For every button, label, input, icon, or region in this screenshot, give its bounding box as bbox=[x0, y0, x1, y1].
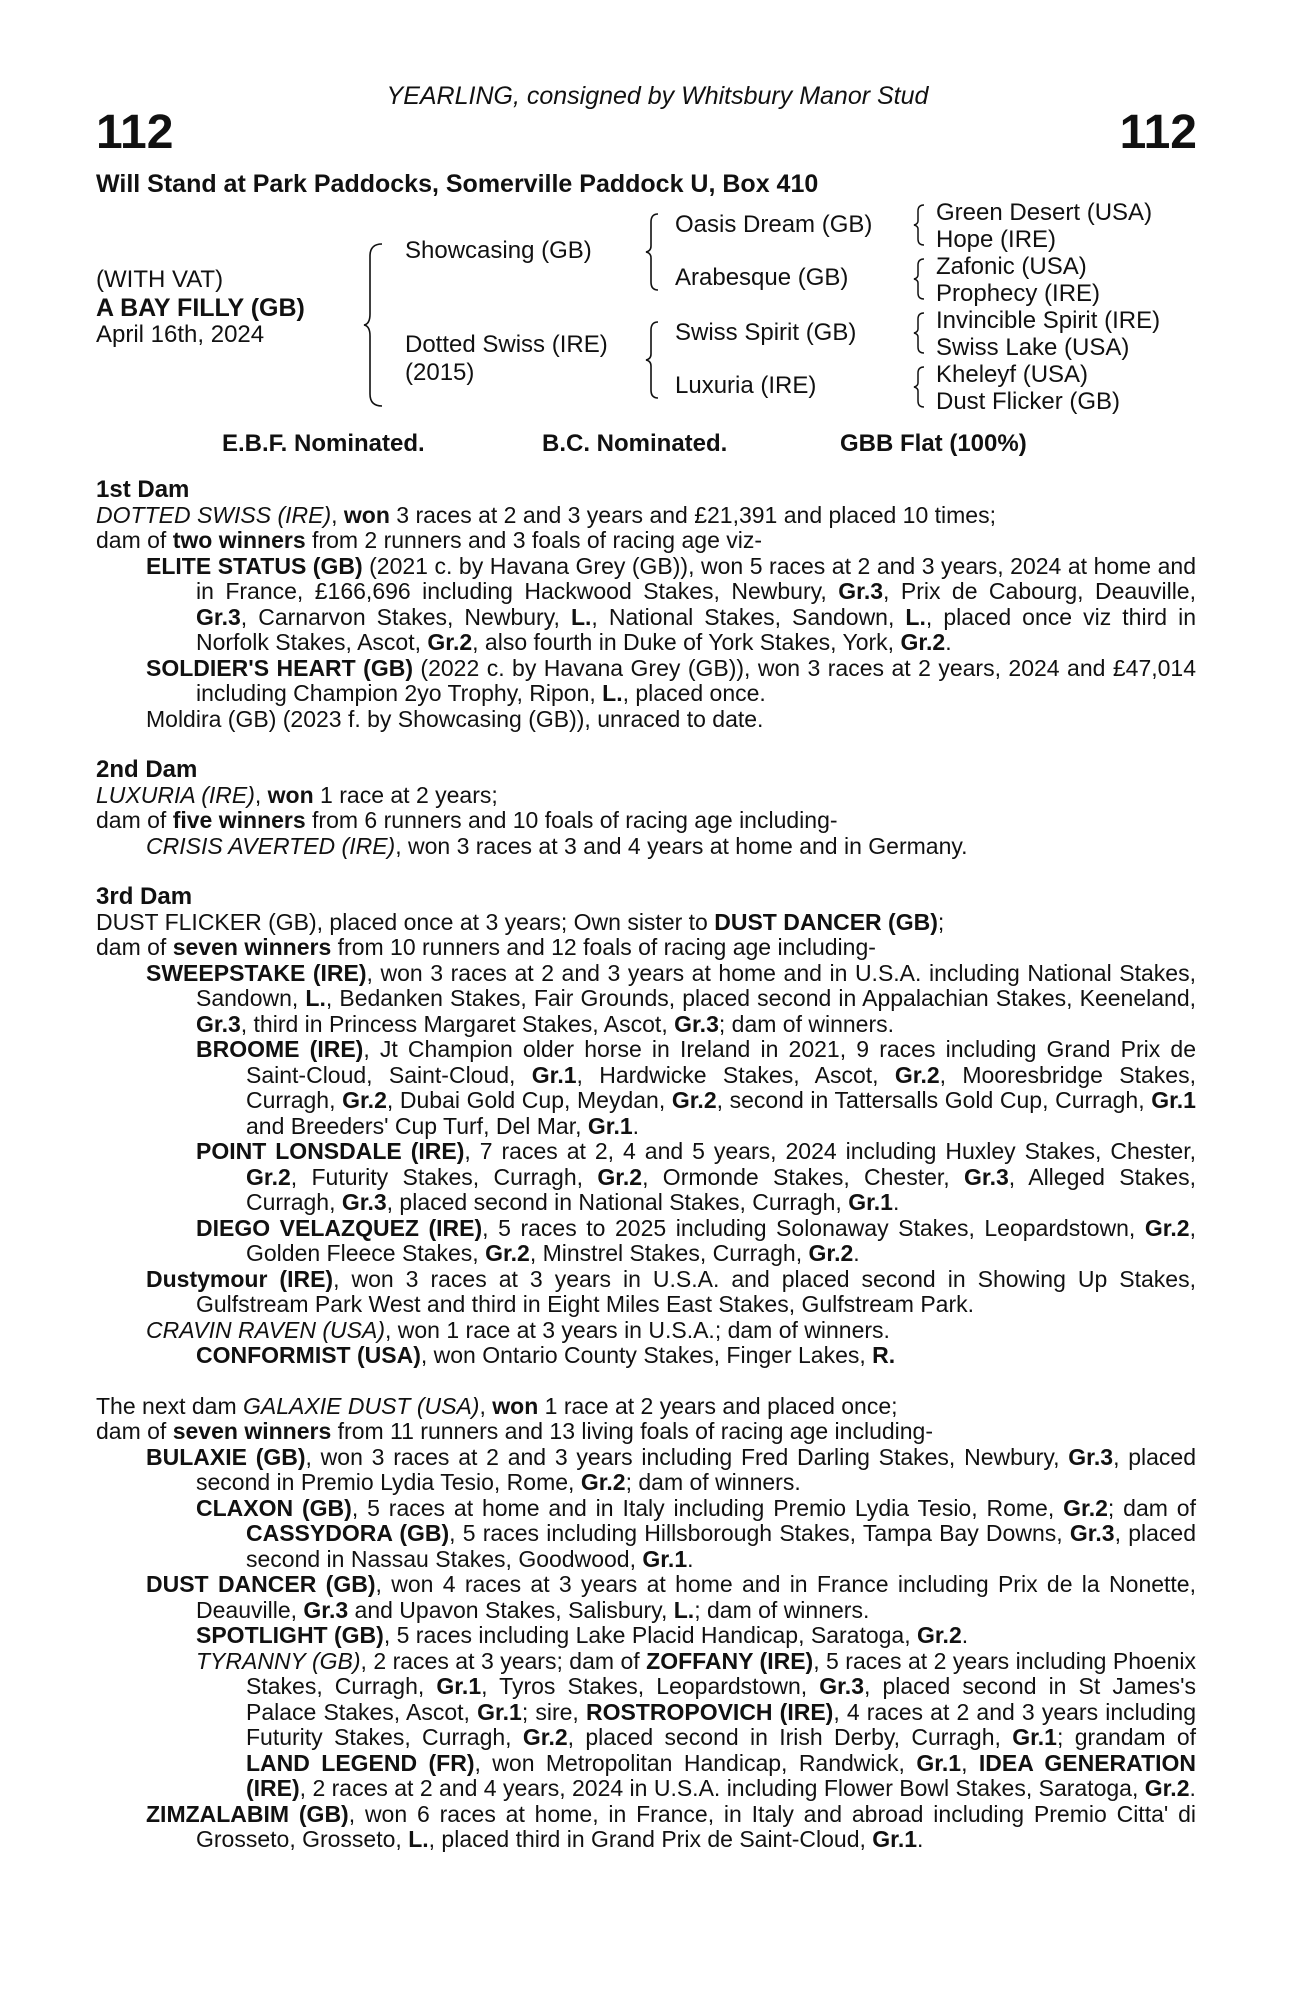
bc-nomination: B.C. Nominated. bbox=[542, 430, 728, 457]
sire-parents-brace bbox=[644, 210, 662, 294]
vat-label: (WITH VAT) bbox=[96, 266, 224, 293]
dam-line-1: Dotted Swiss (IRE) bbox=[405, 331, 608, 358]
produce-dustymour: Dustymour (IRE), won 3 races at 3 years in U.S.A. and placed second in Showing Up Stakes, Gulfstream Park West and third in Eight Miles East Stakes, Gulfstream Park. bbox=[146, 1265, 1196, 1317]
lot-number-right: 112 bbox=[1119, 106, 1197, 159]
sire-dam-brace bbox=[362, 240, 386, 410]
produce-spotlight: SPOTLIGHT (GB), 5 races including Lake Placid Handicap, Saratoga, Gr.2. bbox=[196, 1622, 969, 1648]
brace-g4 bbox=[912, 364, 928, 410]
fourth-dam-produce-summary: dam of seven winners from 11 runners and 13 living foals of racing age including- bbox=[96, 1418, 934, 1444]
consignor-heading: YEARLING, consigned by Whitsbury Manor Stud bbox=[386, 82, 929, 110]
third-dam-produce-summary: dam of seven winners from 10 runners and 12 foals of racing age including- bbox=[96, 934, 876, 960]
produce-elite-status: ELITE STATUS (GB) (2021 c. by Havana Grey (GB)), won 5 races at 2 and 3 years, 2024 at home and in France, £166,696 including Hackwood Stakes, Newbury, Gr.3, Prix de Cabourg, Deauville, Gr.3, Carnarvon Stakes, Newbury, L., National Stakes, Sandown, L., placed once viz third in Norfolk Stakes, Ascot, Gr.2, also fourth in Duke of York Stakes, York, Gr.2. bbox=[146, 552, 1197, 655]
sire-sire: Oasis Dream (GB) bbox=[675, 211, 873, 238]
horse-name: A BAY FILLY (GB) bbox=[96, 294, 305, 322]
dam-dam: Luxuria (IRE) bbox=[675, 372, 817, 399]
first-dam-heading: 1st Dam bbox=[96, 476, 190, 503]
ancestor-ddd: Dust Flicker (GB) bbox=[936, 388, 1121, 415]
produce-sweepstake: SWEEPSTAKE (IRE), won 3 races at 2 and 3 years at home and in U.S.A. including National Stakes, Sandown, L., Bedanken Stakes, Fair Grounds, placed second in Appalachian Stakes, Keeneland, Gr.3, third in Princess Margaret Stakes, Ascot, Gr.3; dam of winners. bbox=[146, 959, 1196, 1037]
third-dam-record: DUST FLICKER (GB), placed once at 3 years; Own sister to DUST DANCER (GB); bbox=[96, 908, 945, 935]
sire-dam: Arabesque (GB) bbox=[675, 264, 849, 291]
produce-zimzalabim: ZIMZALABIM (GB), won 6 races at home, in France, in Italy and abroad including Premio Citta' di Grosseto, Grosseto, L., placed third in Grand Prix de Saint-Cloud, Gr.1. bbox=[146, 1800, 1196, 1852]
produce-bulaxie: BULAXIE (GB), won 3 races at 2 and 3 years including Fred Darling Stakes, Newbury, Gr.3, placed second in Premio Lydia Tesio, Rome, Gr.2; dam of winners. bbox=[146, 1443, 1196, 1495]
second-dam-produce-summary: dam of five winners from 6 runners and 10 foals of racing age including- bbox=[96, 807, 838, 833]
horse-dob: April 16th, 2024 bbox=[96, 321, 265, 348]
first-dam-record: DOTTED SWISS (IRE), won 3 races at 2 and 3 years and £21,391 and placed 10 times; bbox=[96, 501, 996, 528]
produce-dust-dancer: DUST DANCER (GB), won 4 races at 3 years at home and in France including Prix de la Nonette, Deauville, Gr.3 and Upavon Stakes, Salisbury, L.; dam of winners. bbox=[146, 1571, 1196, 1623]
ancestor-dss: Invincible Spirit (IRE) bbox=[936, 307, 1161, 334]
brace-g3 bbox=[912, 310, 928, 356]
ancestor-ssd: Hope (IRE) bbox=[936, 226, 1057, 253]
first-dam-produce-summary: dam of two winners from 2 runners and 3 foals of racing age viz- bbox=[96, 527, 763, 553]
stand-location: Will Stand at Park Paddocks, Somerville Paddock U, Box 410 bbox=[96, 170, 819, 198]
gbb-flat: GBB Flat (100%) bbox=[840, 430, 1027, 457]
sire: Showcasing (GB) bbox=[405, 237, 592, 264]
dam-sire: Swiss Spirit (GB) bbox=[675, 319, 857, 346]
lot-number-left: 112 bbox=[96, 106, 174, 159]
catalogue-body bbox=[96, 477, 1196, 1853]
dam-parents-brace bbox=[644, 318, 662, 402]
produce-claxon: CLAXON (GB), 5 races at home and in Italy including Premio Lydia Tesio, Rome, Gr.2; dam of CASSYDORA (GB), 5 races including Hillsborough Stakes, Tampa Bay Downs, Gr.3, placed second in Nassau Stakes, Goodwood, Gr.1. bbox=[196, 1494, 1196, 1572]
second-dam-heading: 2nd Dam bbox=[96, 756, 198, 783]
ancestor-sds: Zafonic (USA) bbox=[936, 253, 1087, 280]
produce-diego-velazquez: DIEGO VELAZQUEZ (IRE), 5 races to 2025 including Solonaway Stakes, Leopardstown, Gr.2, Golden Fleece Stakes, Gr.2, Minstrel Stakes, Curragh, Gr.2. bbox=[196, 1214, 1196, 1266]
fourth-dam-record: The next dam GALAXIE DUST (USA), won 1 race at 2 years and placed once; bbox=[96, 1392, 898, 1419]
second-dam-record: LUXURIA (IRE), won 1 race at 2 years; bbox=[96, 781, 498, 808]
ancestor-sdd: Prophecy (IRE) bbox=[936, 280, 1101, 307]
produce-cravin-raven: CRAVIN RAVEN (USA), won 1 race at 3 years in U.S.A.; dam of winners. bbox=[146, 1316, 890, 1343]
produce-point-lonsdale: POINT LONSDALE (IRE), 7 races at 2, 4 and 5 years, 2024 including Huxley Stakes, Chester, Gr.2, Futurity Stakes, Curragh, Gr.2, Ormonde Stakes, Chester, Gr.3, Alleged Stakes, Curragh, Gr.3, placed second in National Stakes, Curragh, Gr.1. bbox=[196, 1138, 1196, 1215]
third-dam-heading: 3rd Dam bbox=[96, 883, 193, 910]
dam-line-2: (2015) bbox=[405, 359, 475, 386]
produce-tyranny: TYRANNY (GB), 2 races at 3 years; dam of ZOFFANY (IRE), 5 races at 2 years including Phoenix Stakes, Curragh, Gr.1, Tyros Stakes, Leopardstown, Gr.3, placed second in St James's Palace Stakes, Ascot, Gr.1; sire, ROSTROPOVICH (IRE), 4 races at 2 and 3 years including Futurity Stakes, Curragh, Gr.2, placed second in Irish Derby, Curragh, Gr.1; grandam of LAND LEGEND (FR), won Metropolitan Handicap, Randwick, Gr.1, IDEA GENERATION (IRE), 2 races at 2 and 4 years, 2024 in U.S.A. including Flower Bowl Stakes, Saratoga, Gr.2. bbox=[196, 1647, 1197, 1801]
produce-soldiers-heart: SOLDIER'S HEART (GB) (2022 c. by Havana Grey (GB)), won 3 races at 2 years, 2024 and £47,014 including Champion 2yo Trophy, Ripon, L., placed once. bbox=[146, 654, 1196, 706]
produce-crisis-averted: CRISIS AVERTED (IRE), won 3 races at 3 and 4 years at home and in Germany. bbox=[146, 832, 968, 859]
brace-g1 bbox=[912, 202, 928, 248]
ancestor-sss: Green Desert (USA) bbox=[936, 199, 1153, 226]
ancestor-dsd: Swiss Lake (USA) bbox=[936, 334, 1130, 361]
produce-broome: BROOME (IRE), Jt Champion older horse in Ireland in 2021, 9 races including Grand Prix de Saint-Cloud, Saint-Cloud, Gr.1, Hardwicke Stakes, Ascot, Gr.2, Mooresbridge Stakes, Curragh, Gr.2, Dubai Gold Cup, Meydan, Gr.2, second in Tattersalls Gold Cup, Curragh, Gr.1 and Breeders' Cup Turf, Del Mar, Gr.1. bbox=[196, 1036, 1196, 1139]
produce-moldira: Moldira (GB) (2023 f. by Showcasing (GB)), unraced to date. bbox=[146, 705, 764, 732]
produce-conformist: CONFORMIST (USA), won Ontario County Stakes, Finger Lakes, R. bbox=[196, 1342, 896, 1368]
brace-g2 bbox=[912, 256, 928, 302]
ancestor-dds: Kheleyf (USA) bbox=[936, 361, 1089, 388]
ebf-nomination: E.B.F. Nominated. bbox=[222, 430, 425, 457]
